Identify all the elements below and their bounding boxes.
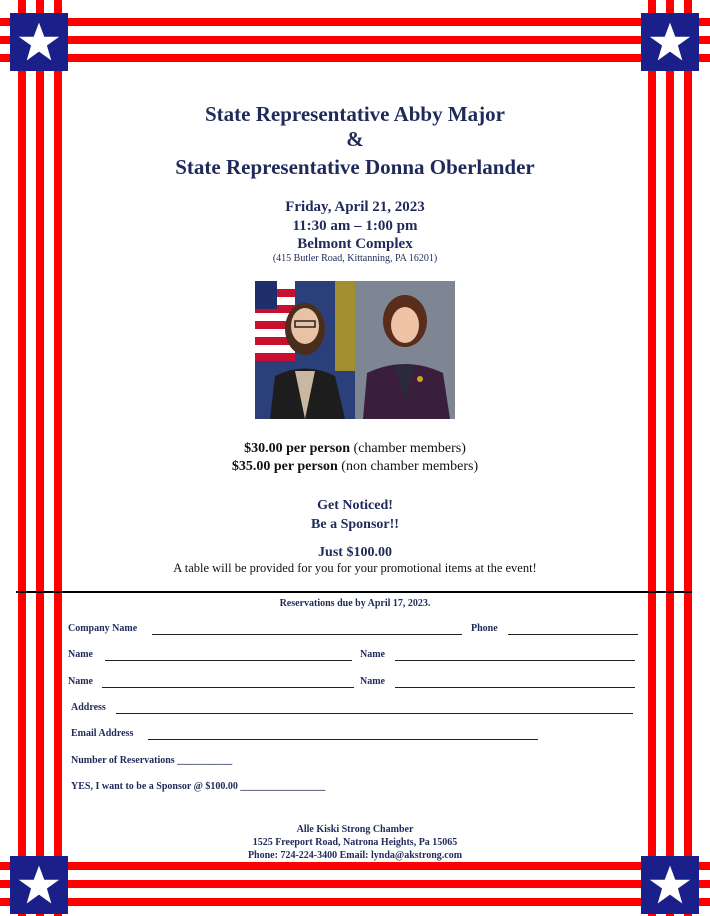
top-stripe bbox=[0, 36, 710, 44]
sponsor-signup[interactable]: YES, I want to be a Sponsor @ $100.00 _________________ bbox=[71, 781, 326, 792]
star-icon bbox=[641, 13, 699, 71]
number-of-reservations[interactable]: Number of Reservations ___________ bbox=[71, 755, 233, 766]
price-2-amount: $35.00 per person bbox=[231, 459, 338, 474]
email-field[interactable] bbox=[148, 739, 538, 740]
top-stripe bbox=[0, 54, 710, 62]
star-icon bbox=[10, 856, 68, 914]
representatives-photo bbox=[255, 281, 455, 419]
right-stripe bbox=[648, 0, 656, 916]
name-field-2[interactable] bbox=[395, 660, 635, 661]
name-label-1: Name bbox=[68, 649, 93, 660]
event-venue: Belmont Complex bbox=[297, 236, 413, 252]
sponsor-table-note: A table will be provided for you for your promotional items at the event! bbox=[173, 561, 537, 575]
star-icon bbox=[10, 13, 68, 71]
name-field-1[interactable] bbox=[105, 660, 352, 661]
reservations-due: Reservations due by April 17, 2023. bbox=[279, 598, 431, 609]
phone-label: Phone bbox=[471, 623, 498, 634]
section-divider bbox=[16, 591, 692, 593]
top-stripe bbox=[0, 18, 710, 26]
sponsor-cost: Just $100.00 bbox=[318, 545, 392, 560]
name-label-4: Name bbox=[360, 676, 385, 687]
phone-field[interactable] bbox=[508, 634, 638, 635]
event-date: Friday, April 21, 2023 bbox=[285, 199, 425, 215]
footer-contact: Phone: 724-224-3400 Email: lynda@akstrong.com bbox=[247, 850, 463, 861]
right-stripe bbox=[666, 0, 674, 916]
left-stripe bbox=[18, 0, 26, 916]
header-ampersand: & bbox=[346, 127, 364, 151]
right-stripe bbox=[684, 0, 692, 916]
price-2-note: (non chamber members) bbox=[337, 459, 479, 474]
sponsor-line-1: Get Noticed! bbox=[317, 498, 393, 513]
company-name-field[interactable] bbox=[152, 634, 462, 635]
price-1-note: (chamber members) bbox=[350, 441, 466, 456]
address-label: Address bbox=[71, 702, 106, 713]
price-1-amount: $30.00 per person bbox=[244, 441, 351, 456]
bottom-stripe bbox=[0, 898, 710, 906]
footer-street: 1525 Freeport Road, Natrona Heights, Pa 15065 bbox=[252, 837, 458, 848]
name-field-4[interactable] bbox=[395, 687, 635, 688]
address-field[interactable] bbox=[116, 713, 633, 714]
footer-org: Alle Kiski Strong Chamber bbox=[296, 824, 414, 835]
price-non-members bbox=[80, 457, 630, 476]
name-label-3: Name bbox=[68, 676, 93, 687]
event-address: (415 Butler Road, Kittanning, PA 16201) bbox=[272, 253, 438, 264]
email-label: Email Address bbox=[71, 728, 134, 739]
bottom-stripe bbox=[0, 880, 710, 888]
left-stripe bbox=[54, 0, 62, 916]
price-chamber-members bbox=[80, 439, 630, 458]
star-icon bbox=[641, 856, 699, 914]
event-time: 11:30 am – 1:00 pm bbox=[292, 218, 418, 234]
name-label-2: Name bbox=[360, 649, 385, 660]
sponsor-line-2: Be a Sponsor!! bbox=[311, 517, 399, 532]
name-field-3[interactable] bbox=[102, 687, 354, 688]
bottom-stripe bbox=[0, 862, 710, 870]
left-stripe bbox=[36, 0, 44, 916]
header-line-3: State Representative Donna Oberlander bbox=[175, 155, 535, 179]
company-name-label: Company Name bbox=[68, 623, 138, 634]
header-line-1: State Representative Abby Major bbox=[205, 102, 505, 126]
